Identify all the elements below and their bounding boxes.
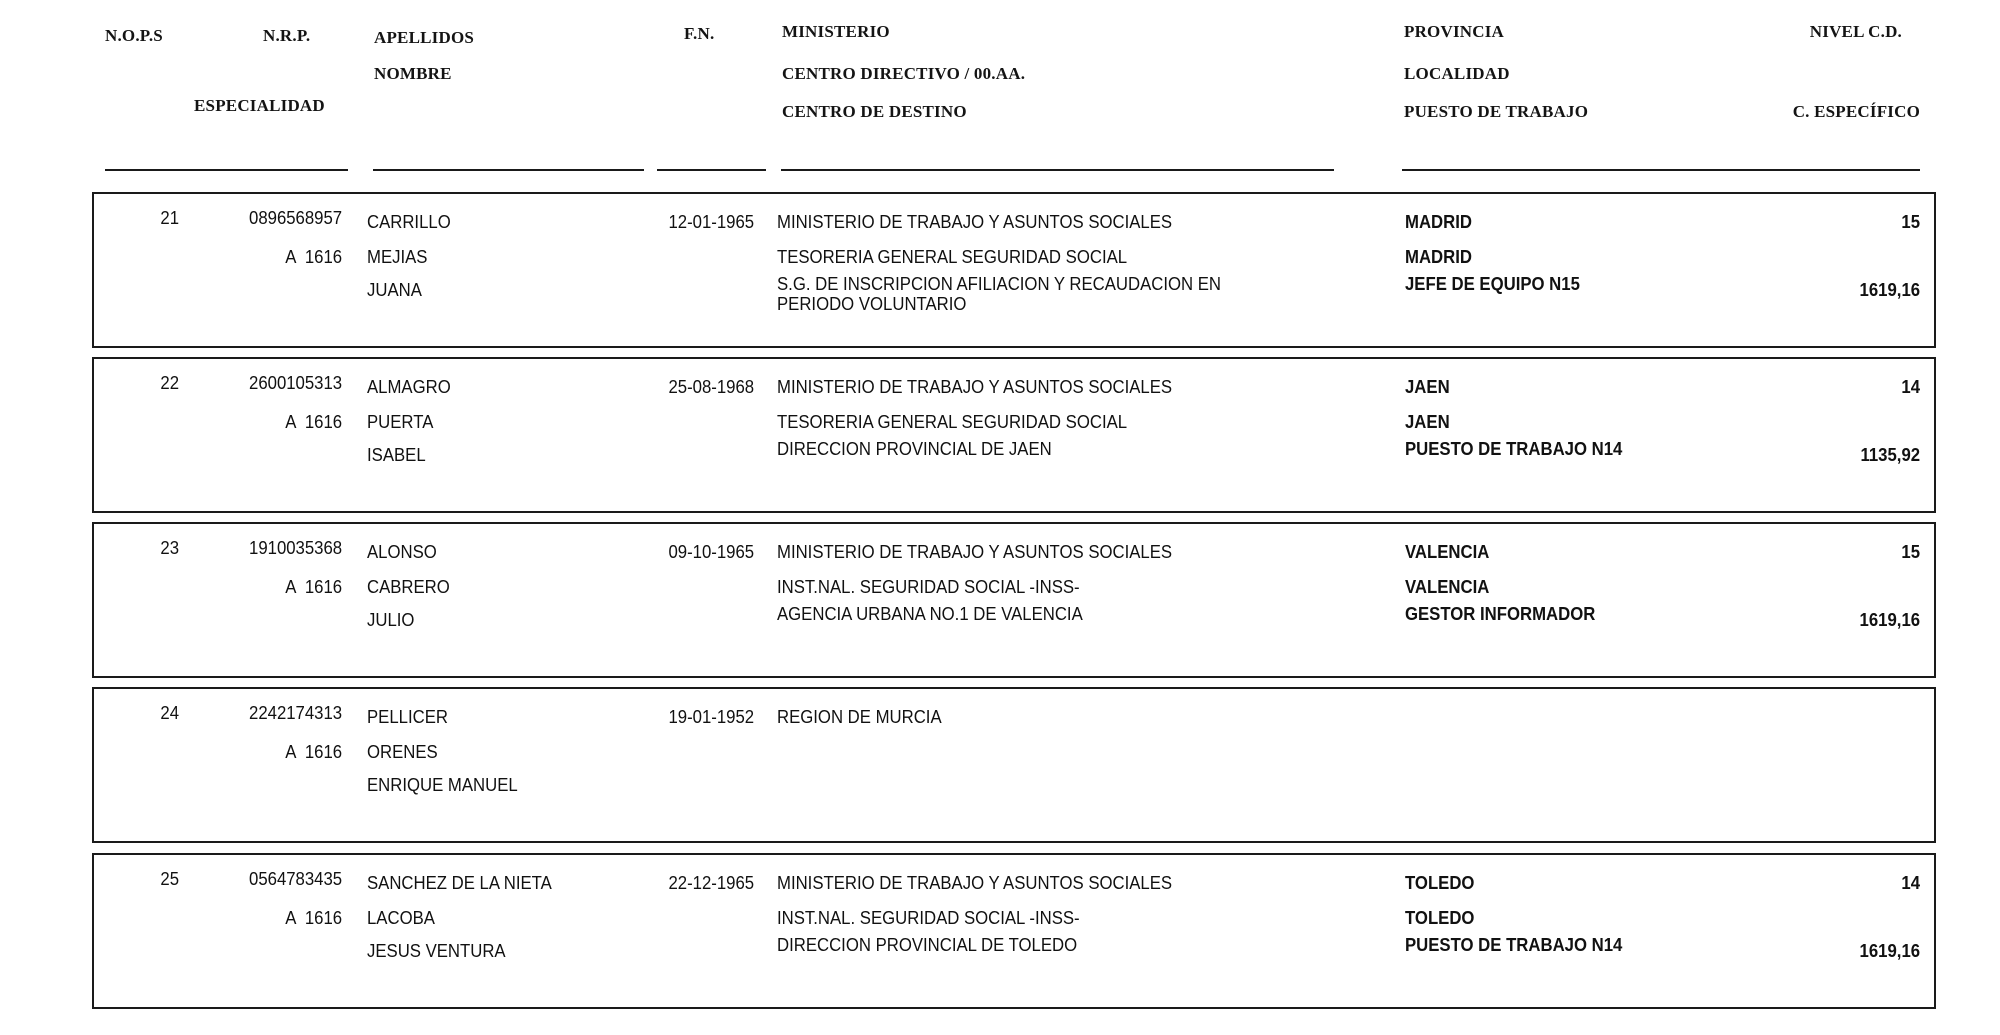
centro-directivo-value: TESORERIA GENERAL SEGURIDAD SOCIAL [777,412,1128,432]
header-nombre: NOMBRE [374,64,452,83]
nivel-value: 15 [1901,212,1920,232]
nrp-value: 2600105313 [248,373,342,393]
header-underline [1402,169,1920,171]
header-c-especifico: C. ESPECÍFICO [1792,102,1920,121]
especialidad-value: A 1616 [285,412,342,432]
provincia-value: JAEN [1405,377,1450,397]
apellido1-value: ALMAGRO [367,377,451,397]
header-nivel-cd: NIVEL C.D. [1809,22,1902,41]
apellido1-value: ALONSO [367,542,437,562]
nops-value: 25 [160,869,179,889]
nivel-value: 15 [1901,542,1920,562]
localidad-value: TOLEDO [1405,908,1475,928]
localidad-value: MADRID [1405,247,1472,267]
especifico-value: 1619,16 [1859,941,1920,961]
nombre-value: JULIO [367,610,415,630]
centro-destino-value: DIRECCION PROVINCIAL DE TOLEDO [777,935,1078,955]
fn-value: 12-01-1965 [668,212,754,232]
nops-value: 22 [160,373,179,393]
fn-value: 09-10-1965 [668,542,754,562]
ministerio-value: MINISTERIO DE TRABAJO Y ASUNTOS SOCIALES [777,873,1173,893]
record-row [92,522,1936,678]
header-nrp: N.R.P. [263,26,311,45]
provincia-value: VALENCIA [1405,542,1490,562]
ministerio-value: MINISTERIO DE TRABAJO Y ASUNTOS SOCIALES [777,377,1173,397]
puesto-value: PUESTO DE TRABAJO N14 [1405,439,1623,459]
nrp-value: 0564783435 [248,869,342,889]
apellido2-value: PUERTA [367,412,434,432]
header-underline [373,169,644,171]
header-underline [781,169,1334,171]
fn-value: 22-12-1965 [668,873,754,893]
header-localidad: LOCALIDAD [1404,64,1510,83]
apellido1-value: SANCHEZ DE LA NIETA [367,873,552,893]
fn-value: 25-08-1968 [668,377,754,397]
nops-value: 23 [160,538,179,558]
nops-value: 24 [160,703,179,723]
nombre-value: ISABEL [367,445,426,465]
especifico-value: 1619,16 [1859,610,1920,630]
nrp-value: 0896568957 [248,208,342,228]
header-puesto-trabajo: PUESTO DE TRABAJO [1404,102,1589,121]
nivel-value: 14 [1901,873,1920,893]
nrp-value: 2242174313 [248,703,342,723]
apellido1-value: CARRILLO [367,212,451,232]
header-centro-destino: CENTRO DE DESTINO [782,102,967,121]
localidad-value: VALENCIA [1405,577,1490,597]
header-fn: F.N. [684,24,715,43]
nivel-value: 14 [1901,377,1920,397]
especialidad-value: A 1616 [285,742,342,762]
header-apellidos: APELLIDOS [374,28,475,47]
header-centro-directivo: CENTRO DIRECTIVO / 00.AA. [782,64,1026,83]
centro-destino-value: DIRECCION PROVINCIAL DE JAEN [777,439,1052,459]
record-row [92,687,1936,843]
puesto-value: PUESTO DE TRABAJO N14 [1405,935,1623,955]
apellido1-value: PELLICER [367,707,448,727]
provincia-value: TOLEDO [1405,873,1475,893]
especialidad-value: A 1616 [285,577,342,597]
header-underline [657,169,766,171]
provincia-value: MADRID [1405,212,1472,232]
especifico-value: 1619,16 [1859,280,1920,300]
nombre-value: ENRIQUE MANUEL [367,775,518,795]
ministerio-value: MINISTERIO DE TRABAJO Y ASUNTOS SOCIALES [777,542,1173,562]
puesto-value: GESTOR INFORMADOR [1405,604,1596,624]
header-provincia: PROVINCIA [1404,22,1505,41]
header-especialidad: ESPECIALIDAD [194,96,325,115]
nombre-value: JESUS VENTURA [367,941,506,961]
puesto-value: JEFE DE EQUIPO N15 [1405,274,1580,294]
nrp-value: 1910035368 [248,538,342,558]
record-row [92,853,1936,1009]
record-row [92,192,1936,348]
header-ministerio: MINISTERIO [782,22,890,41]
especialidad-value: A 1616 [285,908,342,928]
ministerio-value: MINISTERIO DE TRABAJO Y ASUNTOS SOCIALES [777,212,1173,232]
especifico-value: 1135,92 [1860,445,1920,465]
header-nops: N.O.P.S [105,26,163,45]
centro-directivo-value: INST.NAL. SEGURIDAD SOCIAL -INSS- [777,908,1080,928]
centro-destino-value: AGENCIA URBANA NO.1 DE VALENCIA [777,604,1083,624]
localidad-value: JAEN [1405,412,1450,432]
apellido2-value: MEJIAS [367,247,428,267]
centro-directivo-value: INST.NAL. SEGURIDAD SOCIAL -INSS- [777,577,1080,597]
ministerio-value: REGION DE MURCIA [777,707,942,727]
centro-directivo-value: TESORERIA GENERAL SEGURIDAD SOCIAL [777,247,1128,267]
nombre-value: JUANA [367,280,422,300]
especialidad-value: A 1616 [285,247,342,267]
apellido2-value: ORENES [367,742,438,762]
fn-value: 19-01-1952 [668,707,754,727]
header-underline [105,169,348,171]
nops-value: 21 [160,208,179,228]
apellido2-value: LACOBA [367,908,435,928]
record-row [92,357,1936,513]
apellido2-value: CABRERO [367,577,450,597]
centro-destino-value: S.G. DE INSCRIPCION AFILIACION Y RECAUDACION EN PERIODO VOLUNTARIO [777,274,1222,314]
